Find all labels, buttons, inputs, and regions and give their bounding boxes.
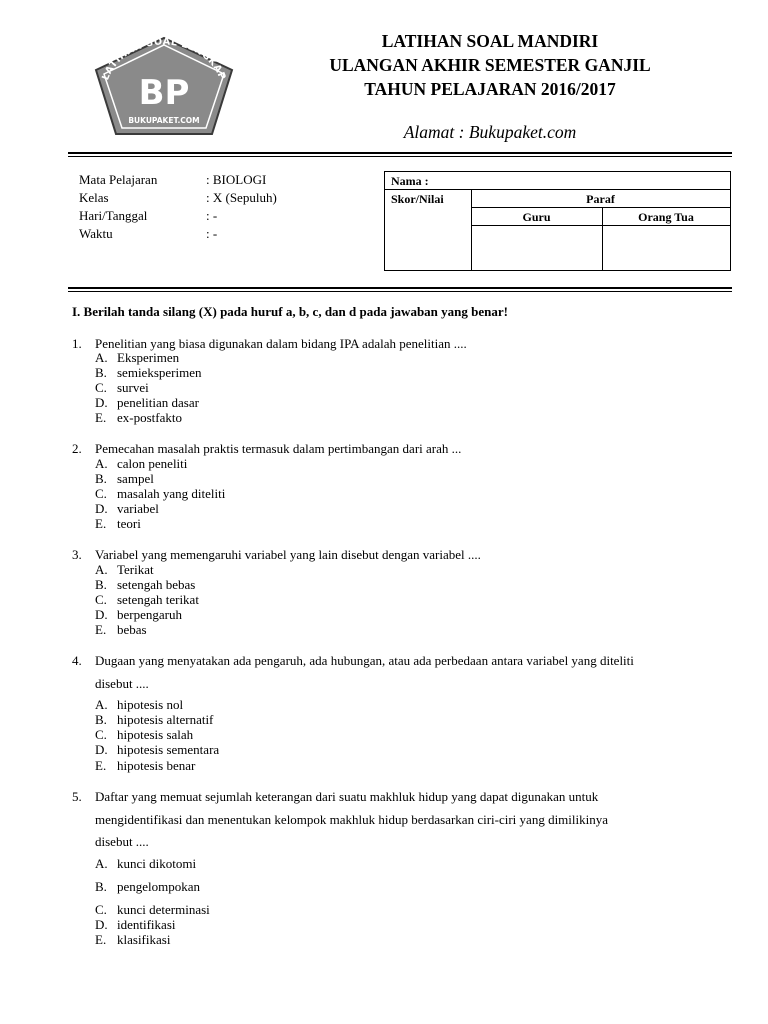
option-text: semieksperimen — [117, 365, 202, 380]
info-divider-thick — [68, 287, 732, 289]
option-letter: B. — [95, 365, 107, 380]
nama-label: Nama : — [391, 174, 429, 188]
question-number: 3. — [72, 547, 82, 562]
info-value-subject: : BIOLOGI — [206, 172, 267, 187]
info-value-date: : - — [206, 208, 218, 223]
title-line-3: TAHUN PELAJARAN 2016/2017 — [364, 79, 616, 99]
option-letter: C. — [95, 486, 107, 501]
option-text: setengah bebas — [117, 577, 196, 592]
header-divider-thick — [68, 152, 732, 154]
option-letter: B. — [95, 879, 107, 894]
option-text: sampel — [117, 471, 154, 486]
header-divider-thin — [68, 156, 732, 157]
question-number: 4. — [72, 653, 82, 668]
option-text: hipotesis nol — [117, 697, 184, 712]
option-text: pengelompokan — [117, 879, 201, 894]
guru-label: Guru — [522, 210, 551, 224]
info-label-class: Kelas — [79, 190, 109, 205]
logo-initials: BP — [138, 73, 190, 113]
info-value-time: : - — [206, 226, 218, 241]
option-text: hipotesis alternatif — [117, 712, 214, 727]
logo-arc-text: LATIHAN SOAL LENGKAP — [100, 36, 228, 82]
option-letter: A. — [95, 350, 108, 365]
option-text: berpengaruh — [117, 607, 182, 622]
option-text: identifikasi — [117, 917, 176, 932]
option-letter: A. — [95, 697, 108, 712]
question-text: Dugaan yang menyatakan ada pengaruh, ada hubungan, atau ada perbedaan antara variabel yang diteliti — [95, 653, 634, 668]
option-letter: A. — [95, 562, 108, 577]
option-letter: E. — [95, 410, 107, 425]
option-text: hipotesis salah — [117, 727, 194, 742]
option-letter: A. — [95, 856, 108, 871]
question-number: 5. — [72, 789, 82, 804]
option-text: bebas — [117, 622, 147, 637]
option-letter: E. — [95, 758, 107, 773]
option-text: hipotesis benar — [117, 758, 196, 773]
question-text: disebut .... — [95, 676, 149, 691]
option-letter: D. — [95, 501, 108, 516]
question-number: 1. — [72, 336, 82, 351]
info-label-date: Hari/Tanggal — [79, 208, 148, 223]
question-text: Penelitian yang biasa digunakan dalam bidang IPA adalah penelitian .... — [95, 336, 467, 351]
orang-tua-label: Orang Tua — [638, 210, 694, 224]
question-text: mengidentifikasi dan menentukan kelompok makhluk hidup berdasarkan ciri-ciri yang dimilikinya — [95, 812, 609, 827]
option-letter: E. — [95, 516, 107, 531]
option-letter: D. — [95, 917, 108, 932]
publisher-logo — [88, 34, 240, 136]
option-letter: D. — [95, 607, 108, 622]
option-text: variabel — [117, 501, 159, 516]
option-text: ex-postfakto — [117, 410, 182, 425]
skor-label: Skor/Nilai — [391, 192, 444, 206]
info-divider-thin — [68, 291, 732, 292]
option-text: teori — [117, 516, 141, 531]
score-row-line-2 — [471, 207, 730, 208]
logo-site: BUKUPAKET.COM — [128, 116, 200, 125]
question-text: Pemecahan masalah praktis termasuk dalam pertimbangan dari arah ... — [95, 441, 462, 456]
option-letter: C. — [95, 592, 107, 607]
option-text: hipotesis sementara — [117, 742, 220, 757]
option-letter: E. — [95, 932, 107, 947]
score-table — [384, 171, 731, 271]
option-text: calon peneliti — [117, 456, 188, 471]
option-letter: C. — [95, 902, 107, 917]
bp-pentagon-logo-icon — [88, 34, 240, 136]
option-letter: D. — [95, 742, 108, 757]
info-value-class: : X (Sepuluh) — [206, 190, 277, 205]
option-text: penelitian dasar — [117, 395, 199, 410]
paraf-label: Paraf — [586, 192, 615, 206]
title-line-1: LATIHAN SOAL MANDIRI — [381, 31, 599, 51]
option-letter: C. — [95, 727, 107, 742]
score-row-line-1 — [385, 189, 730, 190]
option-text: Terikat — [117, 562, 154, 577]
option-letter: A. — [95, 456, 108, 471]
info-label-time: Waktu — [79, 226, 113, 241]
question-text: disebut .... — [95, 834, 149, 849]
option-text: masalah yang diteliti — [117, 486, 226, 501]
option-letter: B. — [95, 577, 107, 592]
option-text: setengah terikat — [117, 592, 199, 607]
option-letter: D. — [95, 395, 108, 410]
option-letter: C. — [95, 380, 107, 395]
title-line-2: ULANGAN AKHIR SEMESTER GANJIL — [329, 55, 651, 75]
score-row-line-3 — [471, 225, 730, 226]
section-instruction: I. Berilah tanda silang (X) pada huruf a, b, c, dan d pada jawaban yang benar! — [72, 304, 508, 319]
option-text: survei — [117, 380, 149, 395]
option-letter: B. — [95, 471, 107, 486]
option-text: kunci dikotomi — [117, 856, 197, 871]
option-text: klasifikasi — [117, 932, 171, 947]
address-line: Alamat : Bukupaket.com — [403, 122, 577, 142]
option-text: Eksperimen — [117, 350, 180, 365]
option-letter: E. — [95, 622, 107, 637]
info-label-subject: Mata Pelajaran — [79, 172, 158, 187]
question-number: 2. — [72, 441, 82, 456]
question-text: Variabel yang memengaruhi variabel yang lain disebut dengan variabel .... — [95, 547, 481, 562]
option-text: kunci determinasi — [117, 902, 210, 917]
question-text: Daftar yang memuat sejumlah keterangan dari suatu makhluk hidup yang dapat digunakan untuk — [95, 789, 599, 804]
option-letter: B. — [95, 712, 107, 727]
